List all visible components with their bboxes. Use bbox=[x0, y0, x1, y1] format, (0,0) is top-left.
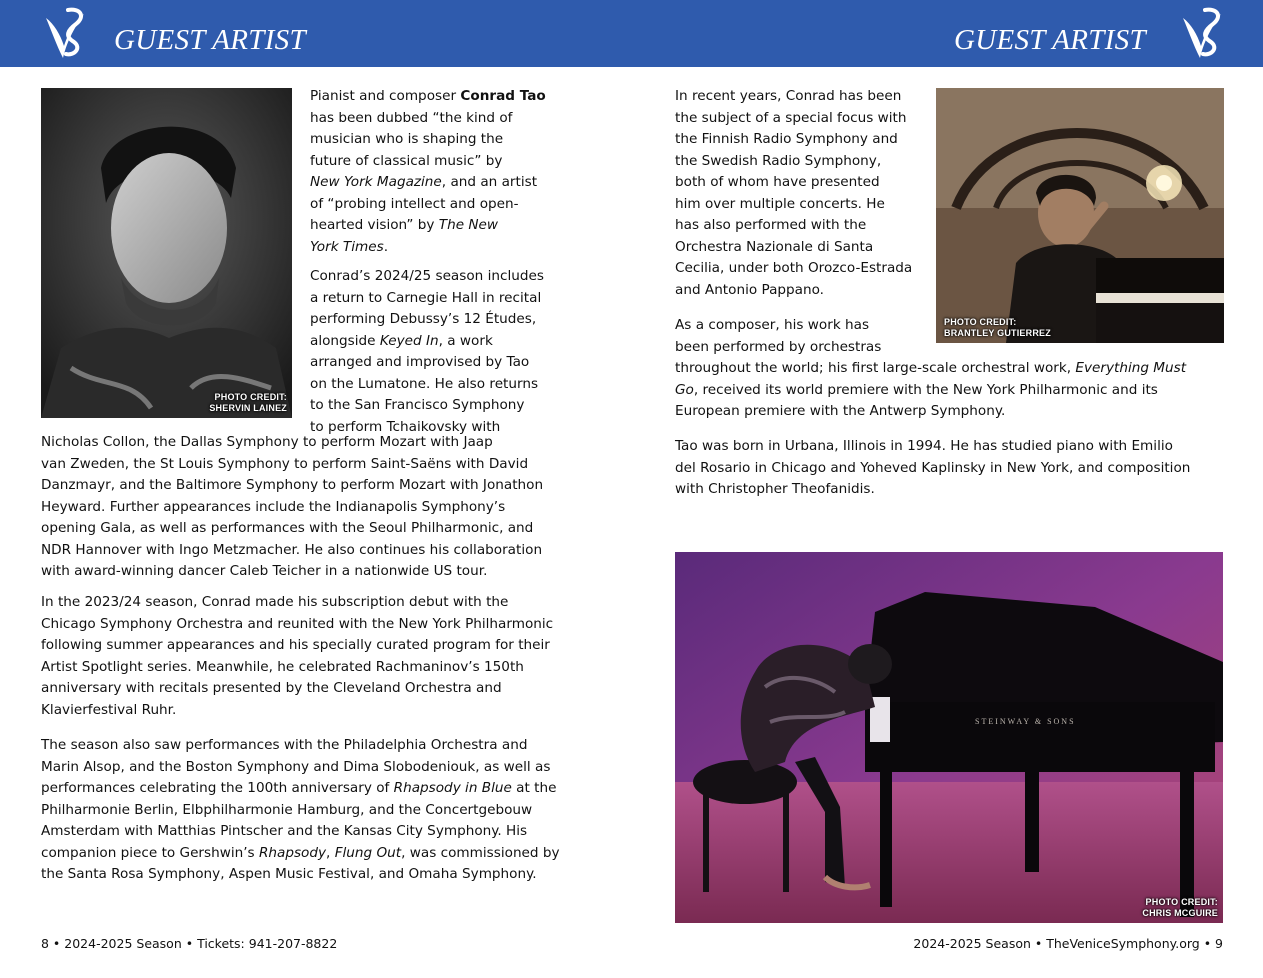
portrait-photo bbox=[41, 88, 292, 418]
text-line: Chicago Symphony Orchestra and reunited with the New York Philharmonic bbox=[41, 615, 554, 632]
header-title-left: GUEST ARTIST bbox=[114, 24, 306, 56]
text-line: Artist Spotlight series. Meanwhile, he celebrated Rachmaninov’s 150th bbox=[41, 658, 524, 675]
text-line: Pianist and composer Conrad Tao bbox=[310, 88, 546, 104]
text-line: has also performed with the bbox=[675, 217, 867, 233]
text-line: and Antonio Pappano. bbox=[675, 281, 825, 298]
text-line: Philharmonie Berlin, Elbphilharmonie Hamburg, and the Concertgebouw bbox=[41, 801, 533, 818]
text-line: anniversary with recitals presented by the Cleveland Orchestra and bbox=[41, 680, 502, 696]
text-line: Amsterdam with Matthias Pintscher and the Kansas City Symphony. His bbox=[41, 823, 528, 839]
bio-season-paragraph bbox=[310, 266, 580, 438]
text-line: The season also saw performances with the Philadelphia Orchestra and bbox=[41, 737, 528, 753]
header-bar bbox=[0, 0, 1263, 67]
text-line: to perform Tchaikovsky with bbox=[310, 418, 501, 435]
text-line: York Times. bbox=[310, 238, 389, 255]
text-line: Go, received its world premiere with the New York Philharmonic and its bbox=[675, 381, 1158, 398]
text-line: hearted vision” by The New bbox=[310, 217, 499, 233]
text-line: him over multiple concerts. He bbox=[675, 195, 885, 212]
piano-room-photo bbox=[936, 88, 1224, 343]
photo-credit: PHOTO CREDIT: CHRIS MCGUIRE bbox=[1142, 897, 1218, 918]
text-line: European premiere with the Antwerp Symphony. bbox=[675, 403, 1006, 419]
header-title-right: GUEST ARTIST bbox=[954, 24, 1146, 56]
text-line: Heyward. Further appearances include the Indianapolis Symphony’s bbox=[41, 498, 506, 515]
text-line: arranged and improvised by Tao bbox=[310, 354, 530, 370]
text-line: companion piece to Gershwin’s Rhapsody, Flung Out, was commissioned by bbox=[41, 844, 560, 861]
bio-recent-paragraph bbox=[675, 86, 930, 301]
text-line: with Christopher Theofanidis. bbox=[675, 481, 875, 497]
bio-intro-paragraph bbox=[310, 86, 570, 258]
text-line: NDR Hannover with Ingo Metzmacher. He also continues his collaboration bbox=[41, 541, 543, 558]
text-line: alongside Keyed In, a work bbox=[310, 332, 493, 349]
text-line: following summer appearances and his specially curated program for their bbox=[41, 637, 550, 653]
text-line: has been dubbed “the kind of bbox=[310, 109, 513, 126]
photo-credit: PHOTO CREDIT: SHERVIN LAINEZ bbox=[209, 392, 287, 413]
text-line: New York Magazine, and an artist bbox=[310, 174, 538, 190]
text-line: opening Gala, as well as performances with the Seoul Philharmonic, and bbox=[41, 520, 534, 536]
text-line: throughout the world; his first large-scale orchestral work, Everything Must bbox=[675, 360, 1187, 376]
bio-birth-paragraph bbox=[675, 436, 1225, 501]
text-line: the Finnish Radio Symphony and bbox=[675, 131, 898, 147]
text-line: a return to Carnegie Hall in recital bbox=[310, 289, 542, 306]
text-line: performing Debussy’s 12 Études, bbox=[310, 311, 537, 327]
text-line: both of whom have presented bbox=[675, 174, 880, 190]
text-line: In the 2023/24 season, Conrad made his subscription debut with the bbox=[41, 594, 509, 610]
text-line: del Rosario in Chicago and Yoheved Kaplinsky in New York, and composition bbox=[675, 459, 1191, 476]
svg-text:STEINWAY & SONS: STEINWAY & SONS bbox=[975, 717, 1076, 726]
text-line: to the San Francisco Symphony bbox=[310, 397, 525, 413]
photo-credit: PHOTO CREDIT: BRANTLEY GUTIERREZ bbox=[944, 317, 1051, 338]
text-line: Marin Alsop, and the Boston Symphony and Dima Slobodeniouk, as well as bbox=[41, 758, 551, 775]
bio-debut-paragraph bbox=[41, 592, 601, 721]
venice-symphony-logo-icon bbox=[38, 6, 90, 62]
text-line: the Santa Rosa Symphony, Aspen Music Festival, and Omaha Symphony. bbox=[41, 866, 537, 882]
text-line: future of classical music” by bbox=[310, 152, 503, 169]
text-line: Tao was born in Urbana, Illinois in 1994. He has studied piano with Emilio bbox=[675, 438, 1173, 454]
footer-right-page-info: 2024-2025 Season • TheVeniceSymphony.org • 9 bbox=[913, 936, 1223, 951]
text-line: Orchestra Nazionale di Santa bbox=[675, 238, 874, 255]
text-line: Conrad’s 2024/25 season includes bbox=[310, 268, 544, 284]
text-line: Klavierfestival Ruhr. bbox=[41, 701, 177, 718]
stage-performance-photo bbox=[675, 552, 1223, 923]
text-line: In recent years, Conrad has been bbox=[675, 88, 902, 104]
text-line: Cecilia, under both Orozco-Estrada bbox=[675, 260, 913, 276]
text-line: As a composer, his work has bbox=[675, 317, 870, 333]
text-line: Danzmayr, and the Baltimore Symphony to perform Mozart with Jonathon bbox=[41, 477, 544, 493]
text-line: musician who is shaping the bbox=[310, 131, 504, 147]
text-line: been performed by orchestras bbox=[675, 338, 882, 355]
text-line: the subject of a special focus with bbox=[675, 109, 907, 126]
footer-left-page-info: 8 • 2024-2025 Season • Tickets: 941-207-8822 bbox=[41, 936, 338, 951]
text-line: the Swedish Radio Symphony, bbox=[675, 152, 882, 169]
venice-symphony-logo-icon bbox=[1175, 6, 1227, 62]
text-line: with award-winning dancer Caleb Teicher in a nationwide US tour. bbox=[41, 563, 488, 579]
text-line: van Zweden, the St Louis Symphony to perform Saint-Saëns with David bbox=[41, 455, 529, 472]
bio-composer-paragraph bbox=[675, 315, 1225, 423]
text-line: on the Lumatone. He also returns bbox=[310, 375, 539, 392]
text-line: Nicholas Collon, the Dallas Symphony to perform Mozart with Jaap bbox=[41, 434, 493, 450]
bio-performances-paragraph bbox=[41, 735, 601, 886]
text-line: performances celebrating the 100th anniversary of Rhapsody in Blue at the bbox=[41, 780, 557, 796]
bio-season-paragraph-continued bbox=[41, 432, 601, 583]
text-line: of “probing intellect and open- bbox=[310, 195, 519, 212]
